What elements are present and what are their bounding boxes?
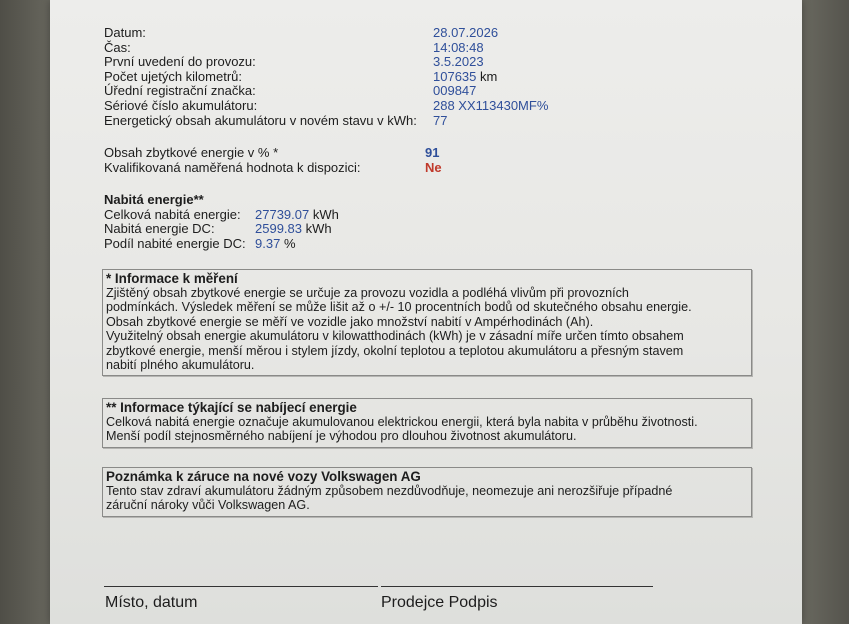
charged-share-label: Podíl nabité energie DC: [104, 236, 246, 251]
field-value: 3.5.2023 [433, 54, 484, 69]
warranty-note-title: Poznámka k záruce na nové vozy Volkswagen AG [106, 469, 421, 484]
measurement-info-line: podmínkách. Výsledek měření se může lišit až o +/- 10 procentních bodů od skutečného obsahu energie. [106, 300, 692, 315]
measurement-info-line: Využitelný obsah energie akumulátoru v kilowatthodinách (kWh) je v zásadní míře určen tímto obsahem [106, 329, 684, 344]
measurement-info-line: nabití plného akumulátoru. [106, 358, 255, 373]
warranty-note-line: záruční nároky vůči Volkswagen AG. [106, 498, 310, 513]
field-label: Sériové číslo akumulátoru: [104, 98, 258, 113]
field-label: Datum: [104, 25, 146, 40]
measurement-info-line: zbytkové energie, menší měrou i stylem jízdy, okolní teplotou a teplotou akumulátoru a přesným stavem [106, 343, 684, 358]
place-date-label: Místo, datum [105, 594, 198, 611]
charged-total-unit: kWh [312, 207, 339, 222]
field-value: 288 XX113430MF% [433, 98, 549, 113]
field-value: 009847 [433, 83, 477, 98]
measurement-info-line: Obsah zbytkové energie se měří ve vozidle jako množství nabití v Ampérhodinách (Ah). [106, 314, 594, 329]
field-label: Počet ujetých kilometrů: [104, 69, 243, 84]
charged-total-label: Celková nabitá energie: [104, 207, 241, 222]
battery-report-sheet [50, 0, 802, 624]
field-label: Úřední registrační značka: [104, 83, 256, 98]
field-value: 28.07.2026 [433, 25, 499, 40]
place-date-signature-line [104, 586, 378, 587]
charged-total-value: 27739.07 [255, 207, 310, 222]
warranty-note-line: Tento stav zdraví akumulátoru žádným způsobem nezdůvodňuje, neomezuje ani nerozšiřuje případné [106, 484, 673, 498]
qualified-value: Ne [425, 160, 442, 175]
warranty-note-box [102, 467, 752, 517]
charged-share-value: 9.37 [255, 236, 281, 251]
charged-heading: Nabitá energie** [104, 192, 204, 207]
charged-dc-label: Nabitá energie DC: [104, 221, 215, 236]
background-right [797, 0, 849, 624]
qualified-label: Kvalifikovaná naměřená hodnota k dispozici: [104, 160, 361, 175]
soh-label: Obsah zbytkové energie v % * [104, 145, 279, 160]
charging-info-title: ** Informace týkající se nabíjecí energie [106, 400, 357, 415]
field-value: 107635 [433, 69, 477, 84]
charging-info-line: Celková nabitá energie označuje akumulovanou elektrickou energii, která byla nabita v průběhu životnosti. [106, 415, 698, 429]
charging-info-line: Menší podíl stejnosměrného nabíjení je výhodou pro dlouhou životnost akumulátoru. [106, 429, 577, 444]
measurement-info-line: Zjištěný obsah zbytkové energie se určuje za provozu vozidla a podléhá vlivům při provozních [106, 286, 629, 300]
measurement-info-title: * Informace k měření [106, 271, 238, 286]
dealer-signature-label: Prodejce Podpis [381, 594, 498, 611]
field-label: Energetický obsah akumulátoru v novém stavu v kWh: [104, 113, 417, 128]
charging-info-box [102, 398, 752, 448]
background-left [0, 0, 56, 624]
charged-share-unit: % [283, 236, 296, 251]
field-label: První uvedení do provozu: [104, 54, 256, 69]
charged-dc-unit: kWh [305, 221, 332, 236]
dealer-signature-line [381, 586, 653, 587]
measurement-info-box [102, 269, 752, 376]
soh-value: 91 [425, 145, 440, 160]
field-value: 14:08:48 [433, 40, 484, 55]
field-label: Čas: [104, 40, 131, 55]
field-value: 77 [433, 113, 448, 128]
charged-dc-value: 2599.83 [255, 221, 302, 236]
field-unit: km [480, 69, 498, 84]
